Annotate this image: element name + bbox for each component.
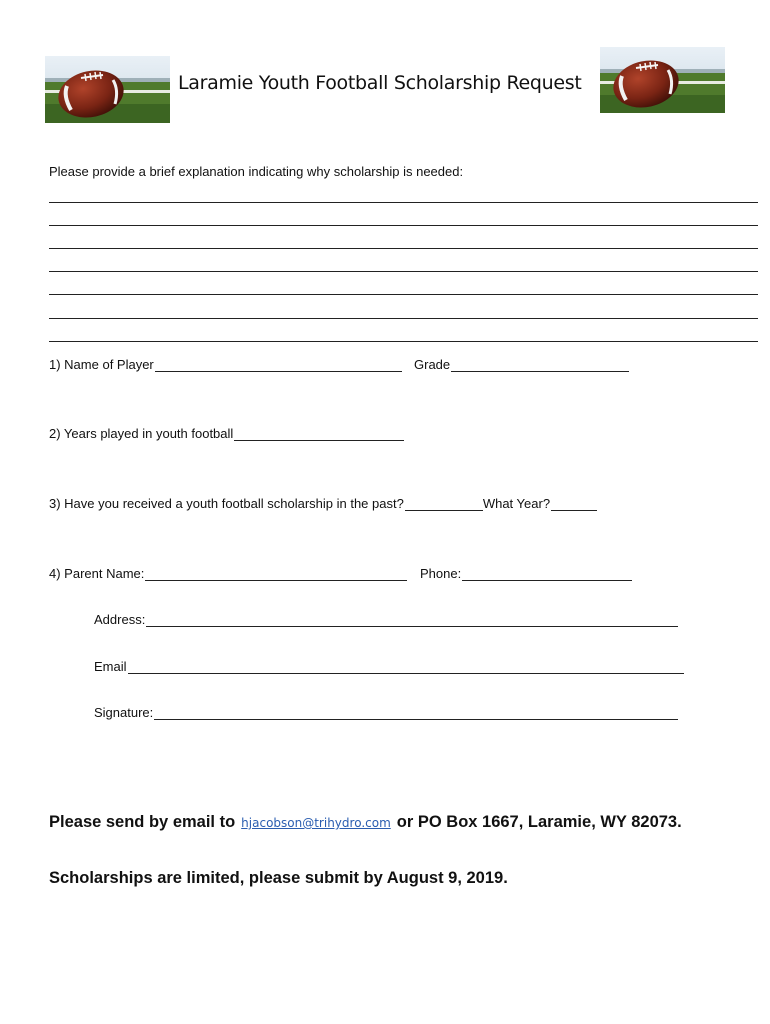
explanation-line-4[interactable] xyxy=(49,271,758,272)
address-label: Address: xyxy=(94,612,146,627)
email-link[interactable]: hjacobson@trihydro.com xyxy=(241,816,391,830)
send-instructions xyxy=(49,813,682,832)
player-name-blank[interactable] xyxy=(155,359,402,372)
signature-label: Signature: xyxy=(94,705,154,720)
email-field xyxy=(94,659,684,674)
signature-field xyxy=(94,705,678,720)
explanation-line-1[interactable] xyxy=(49,202,758,203)
explanation-prompt: Please provide a brief explanation indicating why scholarship is needed: xyxy=(49,164,464,179)
explanation-line-5[interactable] xyxy=(49,294,758,295)
parent-name-field xyxy=(49,566,407,581)
parent-name-blank[interactable] xyxy=(145,568,407,581)
address-field xyxy=(94,612,678,627)
phone-label: Phone: xyxy=(420,566,462,581)
parent-name-label: 4) Parent Name: xyxy=(49,566,145,581)
deadline-notice xyxy=(49,869,508,888)
past-scholarship-label: 3) Have you received a youth football scholarship in the past? xyxy=(49,496,404,511)
phone-blank[interactable] xyxy=(462,568,632,581)
explanation-line-3[interactable] xyxy=(49,248,758,249)
send-suffix: or PO Box 1667, Laramie, WY 82073. xyxy=(396,813,682,831)
grade-field xyxy=(414,357,629,372)
send-prefix: Please send by email to xyxy=(49,813,236,831)
past-scholarship-field xyxy=(49,496,597,511)
phone-field xyxy=(420,566,632,581)
explanation-line-7[interactable] xyxy=(49,341,758,342)
signature-blank[interactable] xyxy=(154,707,678,720)
address-blank[interactable] xyxy=(146,614,678,627)
email-label: Email xyxy=(94,659,127,674)
years-played-blank[interactable] xyxy=(234,428,404,441)
past-scholarship-blank[interactable] xyxy=(405,498,483,511)
football-photo-right xyxy=(600,47,725,113)
what-year-blank[interactable] xyxy=(551,498,597,511)
player-name-label: 1) Name of Player xyxy=(49,357,154,372)
years-played-field xyxy=(49,426,404,441)
what-year-label: What Year? xyxy=(482,496,551,511)
form-title: Laramie Youth Football Scholarship Request xyxy=(178,72,582,94)
email-blank[interactable] xyxy=(128,661,684,674)
explanation-line-2[interactable] xyxy=(49,225,758,226)
player-name-field xyxy=(49,357,402,372)
years-played-label: 2) Years played in youth football xyxy=(49,426,234,441)
deadline-text: Scholarships are limited, please submit by August 9, 2019. xyxy=(49,869,508,887)
grade-label: Grade xyxy=(414,357,451,372)
explanation-line-6[interactable] xyxy=(49,318,758,319)
grade-blank[interactable] xyxy=(451,359,629,372)
football-photo-left xyxy=(45,56,170,123)
